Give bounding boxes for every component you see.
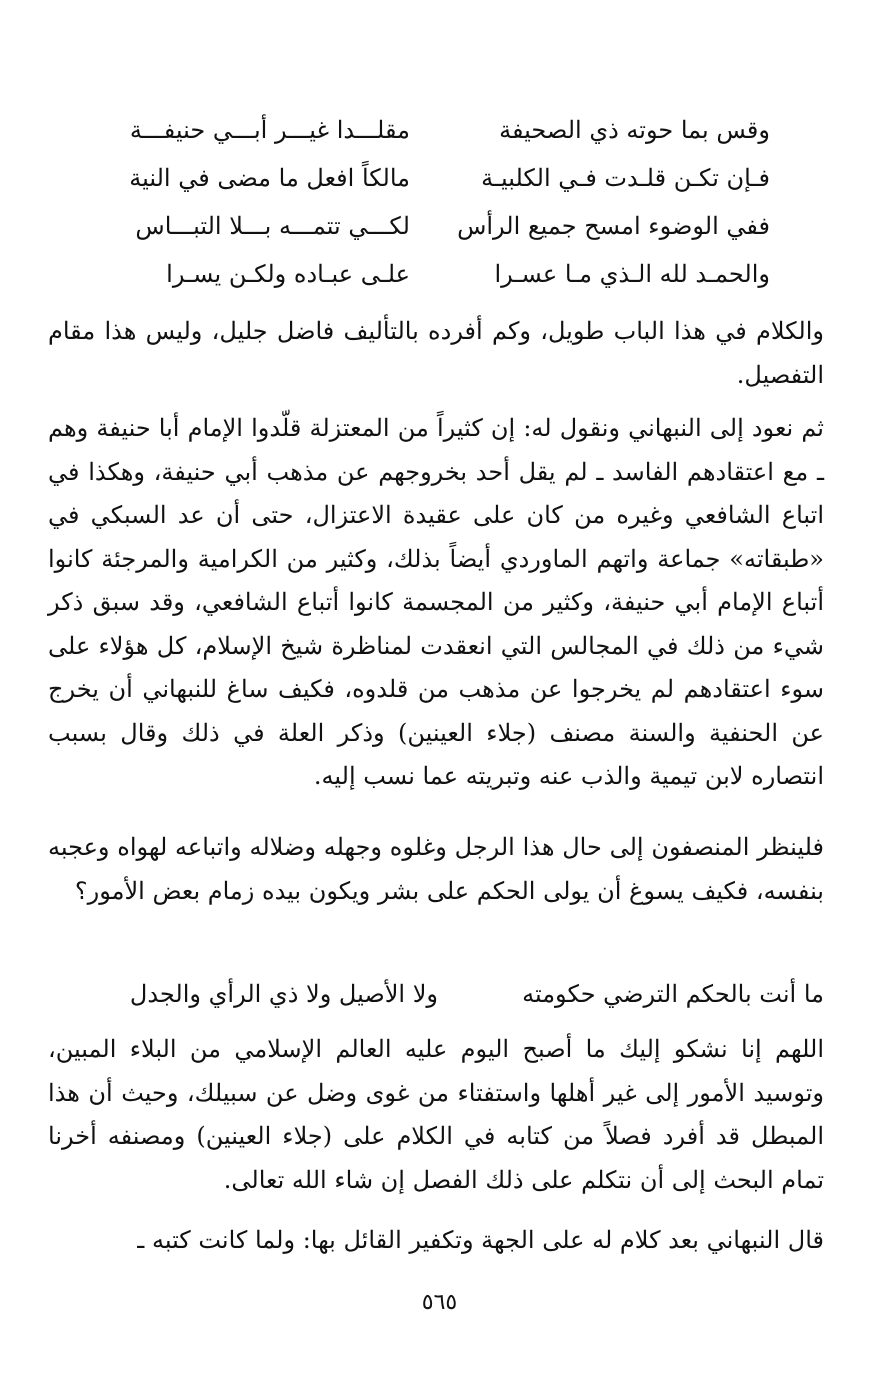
paragraph-closing-remark: والكلام في هذا الباب طويل، وكم أفرده بالتأليف فاضل جليل، وليس هذا مقام التفصيل. <box>48 317 824 389</box>
verse-second-hemistich: لكـــي تتمـــه بـــلا التبـــاس <box>135 212 410 240</box>
paragraph-mutazila-argument: ثم نعود إلى النبهاني ونقول له: إن كثيراً من المعتزلة قلّدوا الإمام أبا حنيفة وهم ـ مع اعتقادهم الفاسد ـ لم يقل أحد بخروجهم عن مذهب أبي حنيفة، وهكذا في اتباع الشافعي وغيره من كان على عقيدة الاعتزال، حتى أن عد السبكي في «طبقاته» جماعة واتهم الماوردي أيضاً بذلك، وكثير من الكرامية والمرجئة كانوا أتباع الإمام أبي حنيفة، وكثير من المجسمة كانوا أتباع الشافعي، وقد سبق ذكر شيء من ذلك في المجالس التي انعقدت لمناظرة شيخ الإسلام، كل هؤلاء على سوء اعتقادهم لم يخرجوا عن مذهب من قلدوه، فكيف ساغ للنبهاني أن يخرج عن الحنفية والسنة مصنف (جلاء العينين) وذكر العلة في ذلك وقال بسبب انتصاره لابن تيمية والذب عنه وتبريته عما نسب إليه. <box>48 414 824 790</box>
poem-verse <box>110 250 770 298</box>
poem-verse <box>110 106 770 154</box>
verse-first-hemistich: فـإن تكـن قلـدت فـي الكلبيـة <box>481 164 770 192</box>
verse-first-hemistich: والحمـد لله الـذي مـا عسـرا <box>494 260 770 288</box>
paragraph-fair-minded: فلينظر المنصفون إلى حال هذا الرجل وغلوه وجهله وضلاله واتباعه لهواه وعجبه بنفسه، فكيف يسوغ أن يولى الحكم على بشر ويكون بيده زمام بعض الأمور؟ <box>48 833 824 905</box>
verse-first-hemistich: ففي الوضوء امسح جميع الرأس <box>457 212 770 240</box>
verse-first-hemistich: ما أنت بالحكم الترضي حكومته <box>522 980 824 1008</box>
verse-second-hemistich: ولا الأصيل ولا ذي الرأي والجدل <box>129 980 438 1008</box>
verse-second-hemistich: مالكاً افعل ما مضى في النية <box>129 164 410 192</box>
single-verse <box>48 970 824 1018</box>
poem-verse <box>110 154 770 202</box>
page-number: ٥٦٥ <box>421 1290 458 1315</box>
poem-verse <box>110 202 770 250</box>
poem-block <box>110 106 770 298</box>
paragraph-nabhani-quote: قال النبهاني بعد كلام له على الجهة وتكفير القائل بها: ولما كانت كتبه ـ <box>137 1226 824 1254</box>
paragraph-supplication: اللهم إنا نشكو إليك ما أصبح اليوم عليه العالم الإسلامي من البلاء المبين، وتوسيد الأمور إلى غير أهلها واستفتاء من غوى وضل عن سبيلك، وحيث أن هذا المبطل قد أفرد فصلاً من كتابه في الكلام على (جلاء العينين) ومصنفه أخرنا تمام البحث إلى أن نتكلم على ذلك الفصل إن شاء الله تعالى. <box>48 1035 824 1194</box>
verse-first-hemistich: وقس بما حوته ذي الصحيفة <box>499 116 770 144</box>
verse-second-hemistich: مقلـــدا غيـــر أبـــي حنيفـــة <box>129 116 410 144</box>
verse-second-hemistich: علـى عبـاده ولكـن يسـرا <box>166 260 410 288</box>
